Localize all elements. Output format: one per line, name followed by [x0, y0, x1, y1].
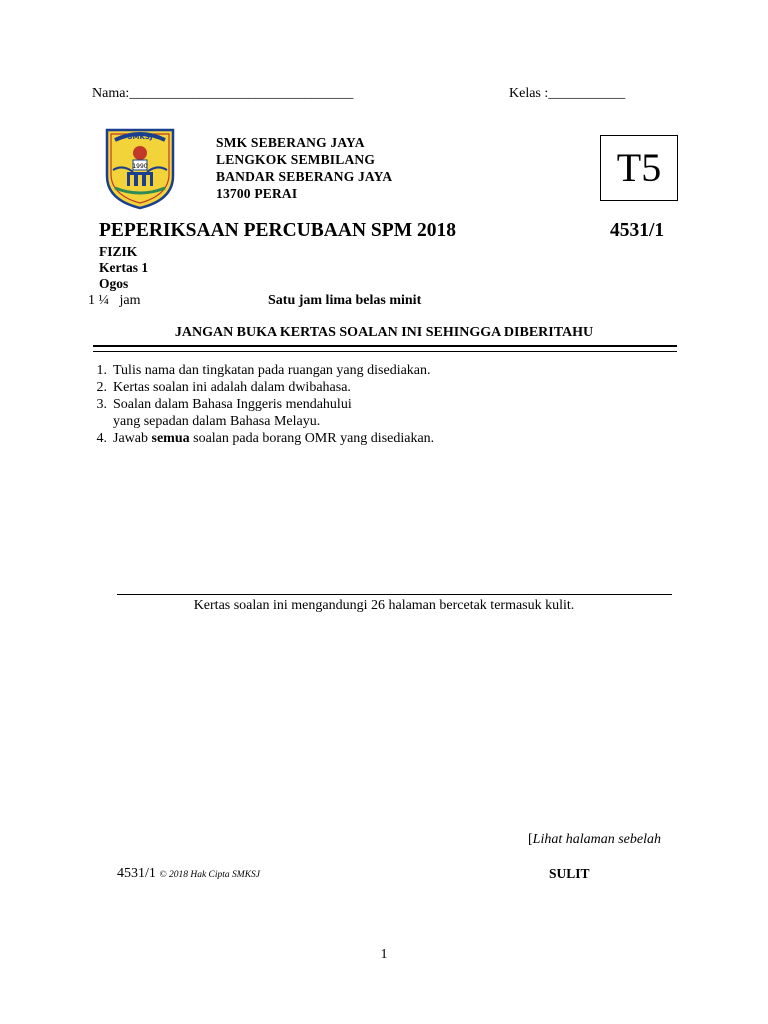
paper-code: 4531/1 — [610, 220, 665, 241]
school-logo — [103, 120, 177, 210]
item-text: Kertas soalan ini adalah dalam dwibahasa. — [113, 380, 351, 395]
duration-words: Satu jam lima belas minit — [268, 293, 422, 308]
item-text-line: Soalan dalam Bahasa Inggeris mendahului — [113, 397, 352, 412]
list-item — [85, 396, 434, 430]
subject: FIZIK — [99, 244, 138, 259]
item-number: 1. — [96, 363, 107, 378]
item-number: 3. — [96, 397, 107, 412]
footer-paper-code: 4531/1 — [117, 866, 156, 881]
item-text-line: yang sepadan dalam Bahasa Melayu. — [113, 414, 321, 429]
next-page-bracket: [ — [528, 832, 533, 847]
item-text-pre: Jawab — [113, 431, 152, 446]
item-text — [113, 430, 434, 447]
school-address-line-1: LENGKOK SEMBILANG — [216, 152, 376, 167]
exam-month: Ogos — [99, 276, 129, 291]
grade-box — [600, 135, 678, 201]
divider — [117, 594, 672, 595]
school-postcode: 13700 PERAI — [216, 186, 298, 201]
instructions-list — [85, 362, 434, 447]
duration: 1 ¼ jam — [88, 293, 141, 308]
next-page-note — [528, 832, 661, 848]
grade-label: T5 — [616, 145, 662, 190]
copyright-notice: © 2018 Hak Cipta SMKSJ — [159, 870, 261, 880]
list-item — [85, 362, 434, 379]
warning-notice: JANGAN BUKA KERTAS SOALAN INI SEHINGGA DIBERITAHU — [174, 325, 594, 340]
page-count-note: Kertas soalan ini mengandungi 26 halaman bercetak termasuk kulit. — [193, 598, 575, 613]
page-number: 1 — [380, 947, 388, 962]
next-page-text: Lihat halaman sebelah — [532, 832, 662, 847]
svg-text:SMKSJ: SMKSJ — [127, 133, 153, 141]
name-field: Nama:________________________________ — [92, 86, 354, 101]
item-text — [113, 396, 352, 430]
item-number: 4. — [96, 431, 107, 446]
item-text-post: soalan pada borang OMR yang disediakan. — [189, 431, 435, 446]
svg-text:1990: 1990 — [132, 163, 148, 170]
school-address-line-2: BANDAR SEBERANG JAYA — [216, 169, 393, 184]
list-item — [85, 430, 434, 447]
footer-code — [117, 866, 260, 882]
item-text: Tulis nama dan tingkatan pada ruangan yang disediakan. — [113, 363, 431, 378]
classification-label: SULIT — [549, 866, 590, 881]
paper-number: Kertas 1 — [99, 260, 149, 275]
item-text-emphasis: semua — [151, 431, 190, 446]
exam-title: PEPERIKSAAN PERCUBAAN SPM 2018 — [99, 220, 456, 241]
divider — [93, 351, 677, 352]
divider — [93, 345, 677, 347]
school-name: SMK SEBERANG JAYA — [216, 135, 365, 150]
item-number: 2. — [96, 380, 107, 395]
list-item — [85, 379, 434, 396]
class-field: Kelas :___________ — [509, 86, 626, 101]
